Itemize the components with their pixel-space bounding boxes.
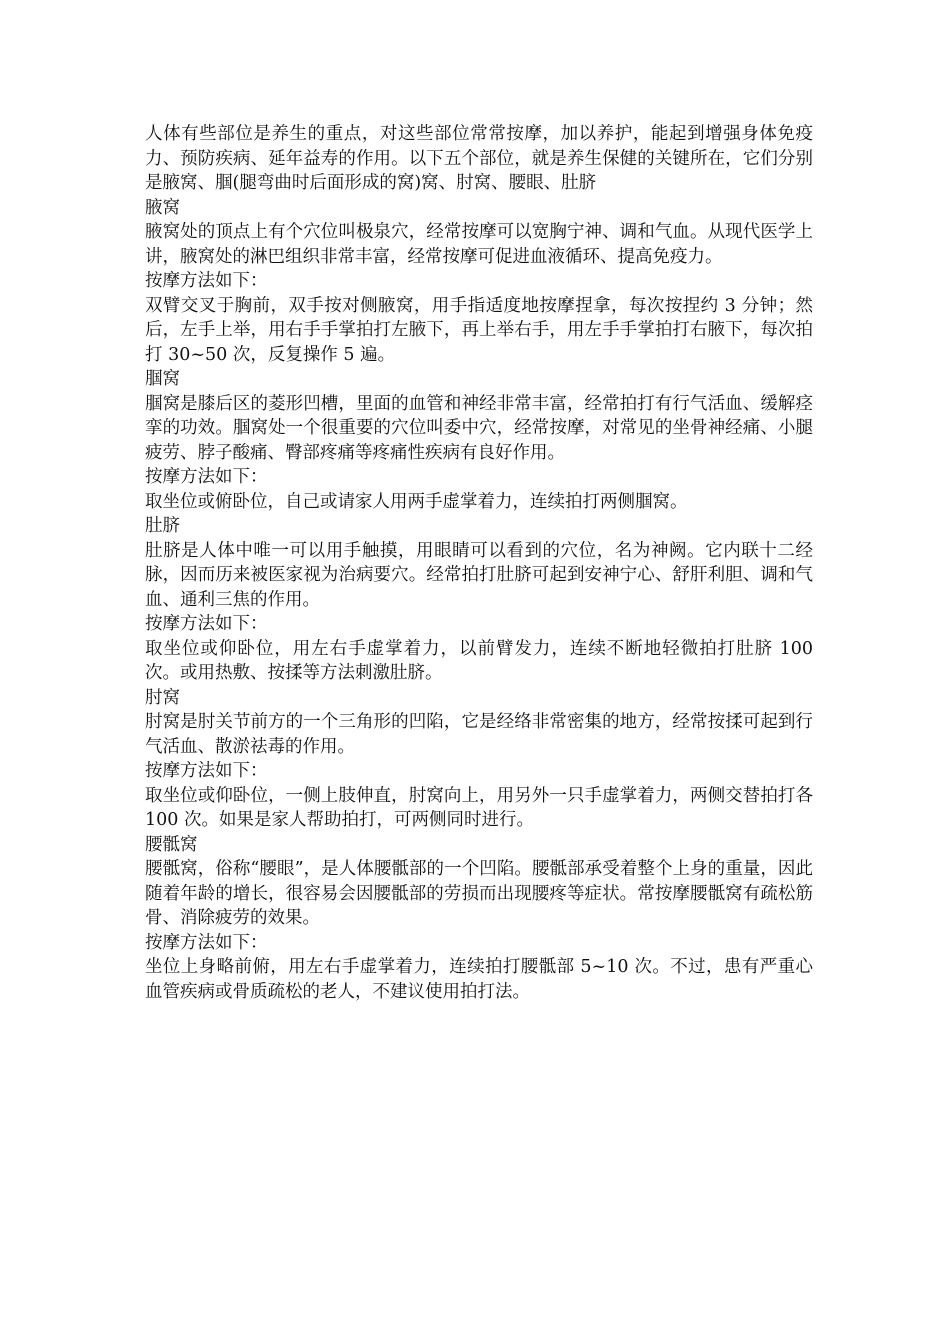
section-description: 肚脐是人体中唯一可以用手触摸，用眼睛可以看到的穴位，名为神阙。它内联十二经脉，因而历来被医家视为治病要穴。经常拍打肚脐可起到安神宁心、舒肝利胆、调和气血、通利三焦的作用。 <box>145 540 813 610</box>
section-elbow-fossa <box>145 686 813 833</box>
method-text: 双臂交叉于胸前，双手按对侧腋窝，用手指适度地按摩捏拿，每次按捏约 3 分钟；然后，左手上举，用右手手掌拍打左腋下，再上举右手，用左手手掌拍打右腋下，每次拍打 30~50 次，反复操作 5 遍。 <box>145 295 813 365</box>
document-page <box>145 122 813 1004</box>
section-heading: 腋窝 <box>145 197 180 218</box>
section-description: 肘窝是肘关节前方的一个三角形的凹陷，它是经络非常密集的地方，经常按揉可起到行气活血、散淤祛毒的作用。 <box>145 712 813 757</box>
section-heading: 肚脐 <box>145 516 180 536</box>
section-heading: 腘窝 <box>145 369 180 389</box>
section-popliteal-fossa <box>145 367 813 514</box>
method-text: 取坐位或仰卧位，用左右手虚掌着力，以前臂发力，连续不断地轻微拍打肚脐 100 次。或用热敷、按揉等方法刺激肚脐。 <box>145 638 813 683</box>
section-heading: 腰骶窝 <box>145 834 198 855</box>
method-label: 按摩方法如下： <box>145 932 268 953</box>
method-text: 坐位上身略前俯，用左右手虚掌着力，连续拍打腰骶部 5~10 次。不过，患有严重心血管疾病或骨质疏松的老人，不建议使用拍打法。 <box>145 957 813 1002</box>
method-text: 取坐位或仰卧位，一侧上肢伸直，肘窝向上，用另外一只手虚掌着力，两侧交替拍打各 100 次。如果是家人帮助拍打，可两侧同时进行。 <box>145 785 813 830</box>
method-label: 按摩方法如下： <box>145 614 268 634</box>
method-label: 按摩方法如下： <box>145 761 268 781</box>
section-description: 腋窝处的顶点上有个穴位叫极泉穴，经常按摩可以宽胸宁神、调和气血。从现代医学上讲，腋窝处的淋巴组织非常丰富，经常按摩可促进血液循环、提高免疫力。 <box>145 222 813 267</box>
section-description: 腰骶窝，俗称“腰眼”，是人体腰骶部的一个凹陷。腰骶部承受着整个上身的重量，因此随着年龄的增长，很容易会因腰骶部的劳损而出现腰疼等症状。常按摩腰骶窝有疏松筋骨、消除疲劳的效果。 <box>145 859 813 928</box>
intro-paragraph: 人体有些部位是养生的重点，对这些部位常常按摩，加以养护，能起到增强身体免疫力、预防疾病、延年益寿的作用。以下五个部位，就是养生保健的关键所在，它们分别是腋窝、腘(腿弯曲时后面形成的窝)窝、肘窝、腰眼、肚脐 <box>145 124 813 193</box>
section-heading: 肘窝 <box>145 687 180 708</box>
method-text: 取坐位或俯卧位，自己或请家人用两手虚掌着力，连续拍打两侧腘窝。 <box>145 491 688 512</box>
section-description: 腘窝是膝后区的菱形凹槽，里面的血管和神经非常丰富，经常拍打有行气活血、缓解痉挛的功效。腘窝处一个很重要的穴位叫委中穴，经常按摩，对常见的坐骨神经痛、小腿疲劳、脖子酸痛、臀部疼痛等疼痛性疾病有良好作用。 <box>145 393 813 463</box>
method-label: 按摩方法如下： <box>145 467 268 487</box>
section-armpit <box>145 196 813 368</box>
method-label: 按摩方法如下： <box>145 271 268 291</box>
section-navel <box>145 514 813 686</box>
section-lumbosacral-fossa <box>145 833 813 1005</box>
